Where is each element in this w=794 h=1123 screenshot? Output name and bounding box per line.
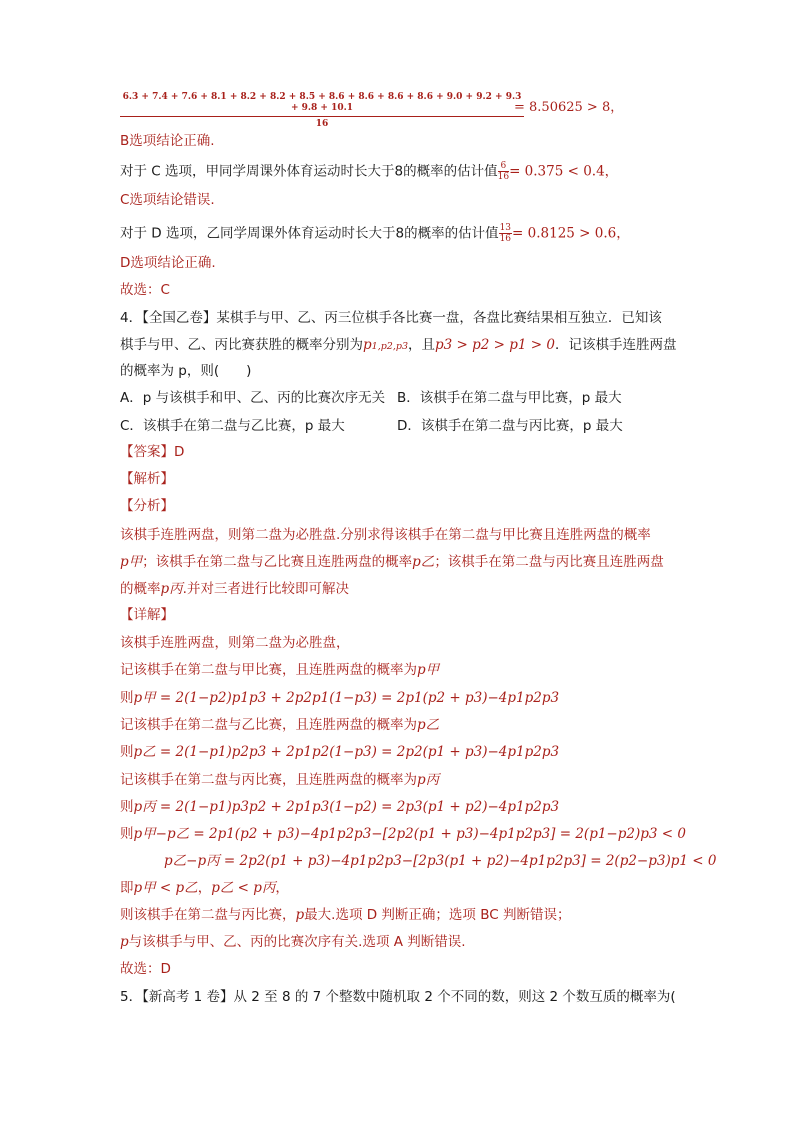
- detail-line-12: [120, 933, 466, 951]
- p-jia: p甲: [120, 554, 143, 570]
- detail-line-2: [120, 661, 439, 679]
- detail11-math: p: [295, 907, 305, 923]
- q4-math-inequality: p3 > p2 > p1 > 0: [435, 337, 555, 353]
- detail7-text: 则: [120, 799, 134, 815]
- choose-c: 故选：C: [120, 282, 170, 298]
- p-yi: p乙: [412, 554, 435, 570]
- analysis2-text-b: ；该棋手在第二盘与乙比赛且连胜两盘的概率: [142, 554, 413, 570]
- detail-line-6: [120, 771, 439, 789]
- detail4-text: 记该棋手在第二盘与乙比赛，且连胜两盘的概率为: [120, 717, 417, 733]
- detail6-math: p丙: [417, 772, 440, 788]
- q4-math-p-list: 1,p2,p3: [371, 341, 408, 352]
- detail-line-9: [164, 852, 716, 870]
- analysis-line-2: [120, 553, 664, 571]
- detail9-math: p乙−p丙 = 2p2(p1 + p3)−4p1p2p3−[2p3(p1 + p2)−4p1p2p3] = 2(p2−p3)p1 < 0: [164, 853, 717, 869]
- c-frac-num: 6: [498, 161, 509, 172]
- c-frac-den: 16: [497, 172, 510, 182]
- c-option-estimate: [120, 161, 618, 182]
- question-4-line-3: 的概率为 p，则( ): [120, 363, 252, 379]
- detail2-math: p甲: [417, 662, 440, 678]
- d-option-fraction: [499, 223, 512, 244]
- detail-line-4: [120, 716, 439, 734]
- q4-text-a: 棋手与甲、乙、丙比赛获胜的概率分别为: [120, 337, 363, 353]
- detail10-math-d: p乙 < p丙: [211, 880, 276, 896]
- detail-line-7: [120, 798, 559, 816]
- option-a: A．p 与该棋手和甲、乙、丙的比赛次序无关: [120, 390, 386, 406]
- b-option-conclusion: B选项结论正确.: [120, 133, 215, 149]
- detail11-text-a: 则该棋手在第二盘与丙比赛，: [120, 907, 296, 923]
- q4-text-b: ，且: [408, 337, 435, 353]
- d-option-text: 对于 D 选项，乙同学周课外体育运动时长大于8的概率的估计值: [120, 225, 499, 242]
- detail-line-3: [120, 689, 559, 707]
- detail7-math: p丙 = 2(1−p1)p3p2 + 2p1p3(1−p2) = 2p3(p1 + p2)−4p1p2p3: [133, 799, 560, 815]
- xiangjie-label: 【详解】: [120, 607, 174, 623]
- detail8-math: p甲−p乙 = 2p1(p2 + p3)−4p1p2p3−[2p2(p1 + p3)−4p1p2p3] = 2(p1−p2)p3 < 0: [133, 826, 686, 842]
- detail-line-11: [120, 906, 570, 924]
- question-4-line-1: 4．【全国乙卷】某棋手与甲、乙、丙三位棋手各比赛一盘，各盘比赛结果相互独立．已知该: [120, 310, 662, 326]
- fenxi-label: 【分析】: [120, 498, 174, 514]
- analysis-line-3: [120, 580, 349, 598]
- analysis3-text-a: 的概率: [120, 581, 161, 597]
- detail-line-1: 该棋手连胜两盘，则第二盘为必胜盘，: [120, 635, 350, 651]
- detail8-text: 则: [120, 826, 134, 842]
- p-bing: p丙: [160, 581, 183, 597]
- detail5-math: p乙 = 2(1−p1)p2p3 + 2p1p2(1−p3) = 2p2(p1 + p3)−4p1p2p3: [133, 744, 560, 760]
- detail10-text-a: 即: [120, 880, 134, 896]
- sum-fraction-result: = 8.50625 > 8，: [514, 100, 624, 115]
- detail2-text: 记该棋手在第二盘与甲比赛，且连胜两盘的概率为: [120, 662, 417, 678]
- sum-fraction: [120, 92, 524, 130]
- c-option-conclusion: C选项结论错误.: [120, 192, 215, 208]
- d-frac-den: 16: [499, 234, 512, 244]
- analysis3-text-c: .并对三者进行比较即可解决: [182, 581, 349, 597]
- detail12-text: 与该棋手与甲、乙、丙的比赛次序有关.选项 A 判断错误.: [128, 934, 466, 950]
- c-option-fraction: [498, 161, 509, 182]
- q4-math-p: p: [363, 337, 372, 353]
- jiexi-label: 【解析】: [120, 471, 174, 487]
- q4-text-c: ．记该棋手连胜两盘: [554, 337, 677, 353]
- analysis2-text-d: ；该棋手在第二盘与丙比赛且连胜两盘: [434, 554, 664, 570]
- option-d: D．该棋手在第二盘与丙比赛，p 最大: [397, 418, 623, 434]
- d-option-result: = 0.8125 > 0.6，: [512, 225, 630, 242]
- detail3-text: 则: [120, 690, 134, 706]
- sum-fraction-denominator: 16: [315, 119, 329, 129]
- detail12-math: p: [120, 934, 129, 950]
- answer-label: 【答案】D: [120, 444, 185, 460]
- c-option-text: 对于 C 选项，甲同学周课外体育运动时长大于8的概率的估计值: [120, 163, 498, 180]
- option-c: C．该棋手在第二盘与乙比赛，p 最大: [120, 418, 345, 434]
- detail-line-8: [120, 825, 686, 843]
- detail10-text-c: ，: [197, 880, 212, 896]
- detail-line-10: [120, 879, 289, 897]
- d-option-estimate: [120, 223, 630, 244]
- detail6-text: 记该棋手在第二盘与丙比赛，且连胜两盘的概率为: [120, 772, 417, 788]
- detail10-text-e: ，: [275, 880, 289, 896]
- sum-fraction-numerator: 6.3 + 7.4 + 7.6 + 8.1 + 8.2 + 8.2 + 8.5 + 8.6 + 8.6 + 8.6 + 8.6 + 9.0 + 9.2 + 9.3 + 9.8 + 10.1: [120, 92, 524, 117]
- detail5-text: 则: [120, 744, 134, 760]
- detail-line-5: [120, 743, 559, 761]
- detail4-math: p乙: [417, 717, 440, 733]
- choose-d: 故选：D: [120, 961, 171, 977]
- analysis-line-1: 该棋手连胜两盘，则第二盘为必胜盘.分别求得该棋手在第二盘与甲比赛且连胜两盘的概率: [120, 527, 651, 543]
- d-frac-num: 13: [499, 223, 512, 233]
- question-5: 5．【新高考 1 卷】从 2 至 8 的 7 个整数中随机取 2 个不同的数，则这 2 个数互质的概率为(: [120, 989, 676, 1005]
- question-4-line-2: [120, 336, 676, 356]
- d-option-conclusion: D选项结论正确.: [120, 255, 216, 271]
- detail11-text-c: 最大.选项 D 判断正确；选项 BC 判断错误；: [304, 907, 571, 923]
- option-b: B．该棋手在第二盘与甲比赛，p 最大: [397, 390, 622, 406]
- c-option-result: = 0.375 < 0.4，: [509, 163, 619, 180]
- detail3-math: p甲 = 2(1−p2)p1p3 + 2p2p1(1−p3) = 2p1(p2 + p3)−4p1p2p3: [133, 690, 560, 706]
- detail10-math-b: p甲 < p乙: [133, 880, 198, 896]
